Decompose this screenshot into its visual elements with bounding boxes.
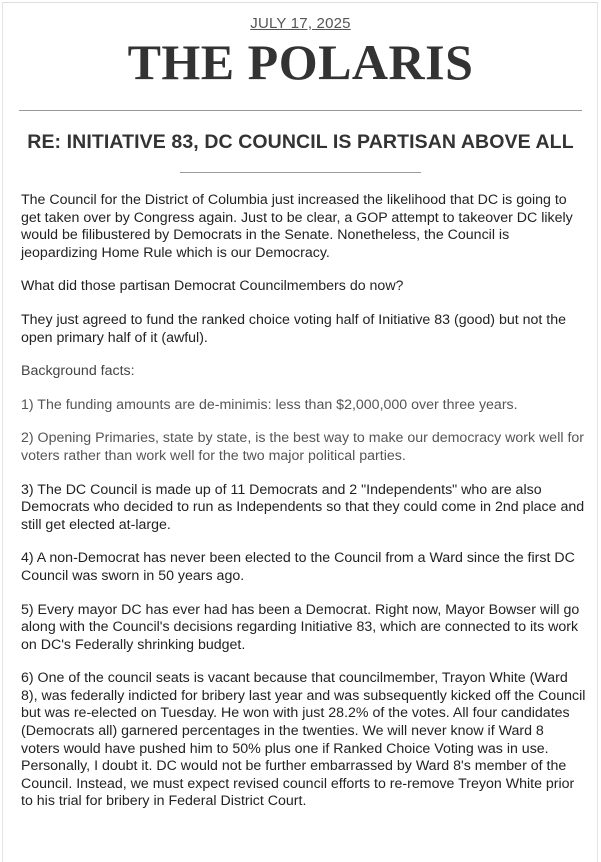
newsletter-title: THE POLARIS (127, 34, 474, 90)
article-paragraph-fact-6: 6) One of the council seats is vacant because that councilmember, Trayon White (Ward 8), was federally indicted for bribery last year and was subsequently kicked off the Council but was re-elected on Tuesday. He won with just 28.2% of the votes. All four candidates (Democrats all) garnered percentages in the twenties. We will never know if Ward 8 voters would have pushed him to 50% plus one if Ranked Choice Voting was in use. Personally, I doubt it. DC would not be further embarrassed by Ward 8's member of the Council. Instead, we must expect revised council efforts to re-remove Treyon White prior to his trial for bribery in Federal District Court. (21, 670, 586, 810)
article-paragraph-intro: The Council for the District of Columbia just increased the likelihood that DC is going to get taken over by Congress again. Just to be clear, a GOP attempt to takeover DC likely would be filibustered by Democrats in the Senate. Nonetheless, the Council is jeopardizing Home Rule which is our Democracy. (21, 192, 573, 261)
divider-top (19, 110, 582, 111)
article-paragraph-fact-5: 5) Every mayor DC has ever had has been a Democrat. Right now, Mayor Bowser will go along with the Council's decisions regarding Initiative 83, which are connected to its work on DC's Federally shrinking budget. (21, 601, 580, 653)
article-paragraph-question: What did those partisan Democrat Councilmembers do now? (21, 278, 404, 295)
article-body (21, 192, 586, 827)
article-paragraph-fact-4: 4) A non-Democrat has never been elected to the Council from a Ward since the first DC Council was sworn in 50 years ago. (21, 550, 575, 584)
article-paragraph-funding: They just agreed to fund the ranked choice voting half of Initiative 83 (good) but not the open primary half of it (awful). (21, 311, 566, 346)
issue-date: JULY 17, 2025 (250, 15, 351, 32)
article-headline: RE: INITIATIVE 83, DC COUNCIL IS PARTISAN ABOVE ALL (27, 131, 574, 153)
divider-headline (180, 172, 421, 173)
article-paragraph-fact-1: 1) The funding amounts are de-minimis: less than $2,000,000 over three years. (21, 396, 518, 413)
article-paragraph-fact-2: 2) Opening Primaries, state by state, is the best way to make our democracy work well for voters rather than work well for the two major political parties. (21, 430, 584, 464)
article-paragraph-background-heading: Background facts: (21, 363, 135, 380)
article-paragraph-fact-3: 3) The DC Council is made up of 11 Democrats and 2 "Independents" who are also Democrats who decided to run as Independents so that they could come in 2nd place and still get elected at-large. (21, 481, 585, 533)
